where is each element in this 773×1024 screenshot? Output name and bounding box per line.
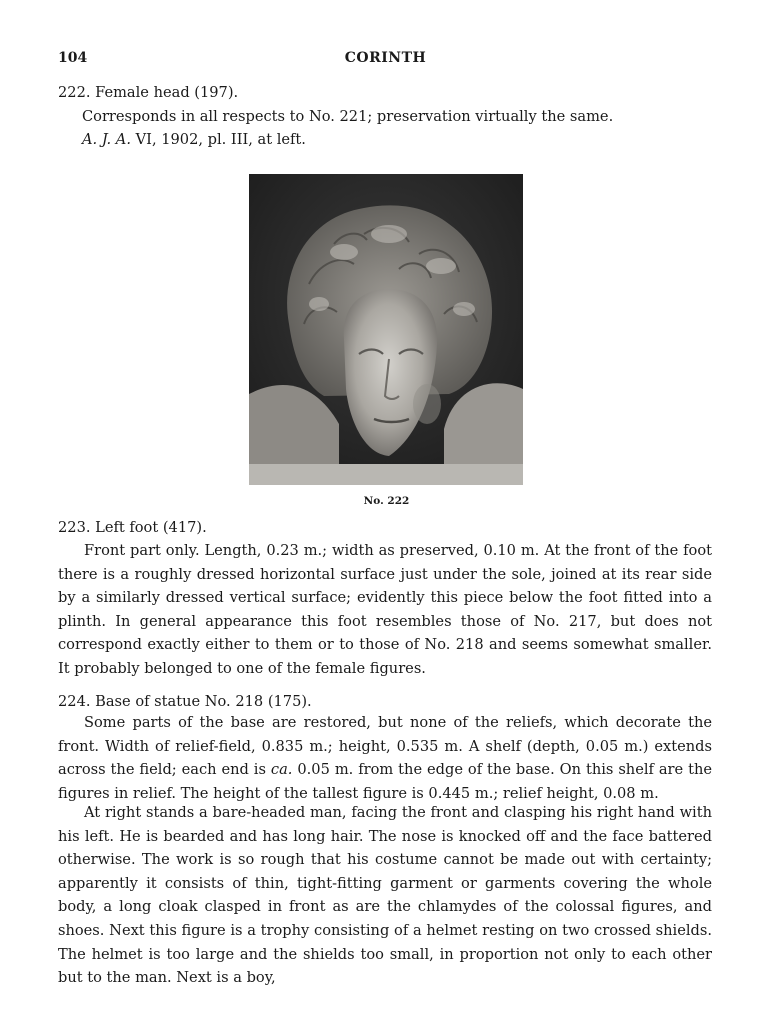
paragraph-1-part-b: 0.05 m. from the edge of the base. On this shelf are the figures in relief. The height of the tallest figure is 0.445 m.; relief height, 0.08 m.: [58, 761, 713, 802]
entry-223-heading: 223. Left foot (417).: [58, 519, 207, 536]
page-number: 104: [58, 50, 88, 66]
entry-223-paragraph: Front part only. Length, 0.23 m.; width as preserved, 0.10 m. At the front of the foot there is a roughly dressed horizontal surface just under the sole, joined at its rear side by a similarly dressed vertical surface; evidently this piece below the foot fitted into a plinth. In general appearance this foot resembles those of No. 217, but does not correspond exactly either to them or to those of No. 218 and seems somewhat smaller. It probably belonged to one of the female figures.: [58, 542, 712, 677]
paragraph-1-part-a: Some parts of the base are restored, but none of the reliefs, which decorate the front. Width of relief-field, 0.835 m.; height, 0.535 m. A shelf (depth, 0.05 m.) extends across the field; each end is: [58, 714, 712, 779]
circa-abbreviation: ca.: [270, 761, 293, 779]
entry-224-heading: 224. Base of statue No. 218 (175).: [58, 693, 312, 710]
journal-abbreviation: A. J. A.: [82, 131, 131, 148]
figure-female-head-photo: [249, 174, 523, 485]
female-head-illustration: [249, 174, 523, 485]
entry-224-paragraph-2: At right stands a bare-headed man, facing the front and clasping his right hand with his left. He is bearded and has long hair. The nose is knocked off and the face battered otherwise. The work is so rough that his costume cannot be made out with certainty; apparently it consists of thin, tight-fitting garment or garments covering the whole body, a long cloak clasped in front as are the chlamydes of the colossal figures, and shoes. Next this figure is a trophy consisting of a helmet resting on two crossed shields. The helmet is too large and the shields too small, in proportion not only to each other but to the man. Next is a boy,: [58, 804, 712, 987]
page-header: [58, 50, 713, 70]
entry-222-reference: [82, 128, 722, 151]
entry-222-text: Corresponds in all respects to No. 221; preservation virtually the same.: [82, 108, 614, 125]
figure-caption: No. 222: [363, 495, 410, 507]
entry-222-heading: 222. Female head (197).: [58, 84, 239, 101]
reference-detail: VI, 1902, pl. III, at left.: [131, 131, 306, 148]
running-title: CORINTH: [344, 50, 427, 66]
entry-224-paragraph-1: [58, 711, 712, 805]
